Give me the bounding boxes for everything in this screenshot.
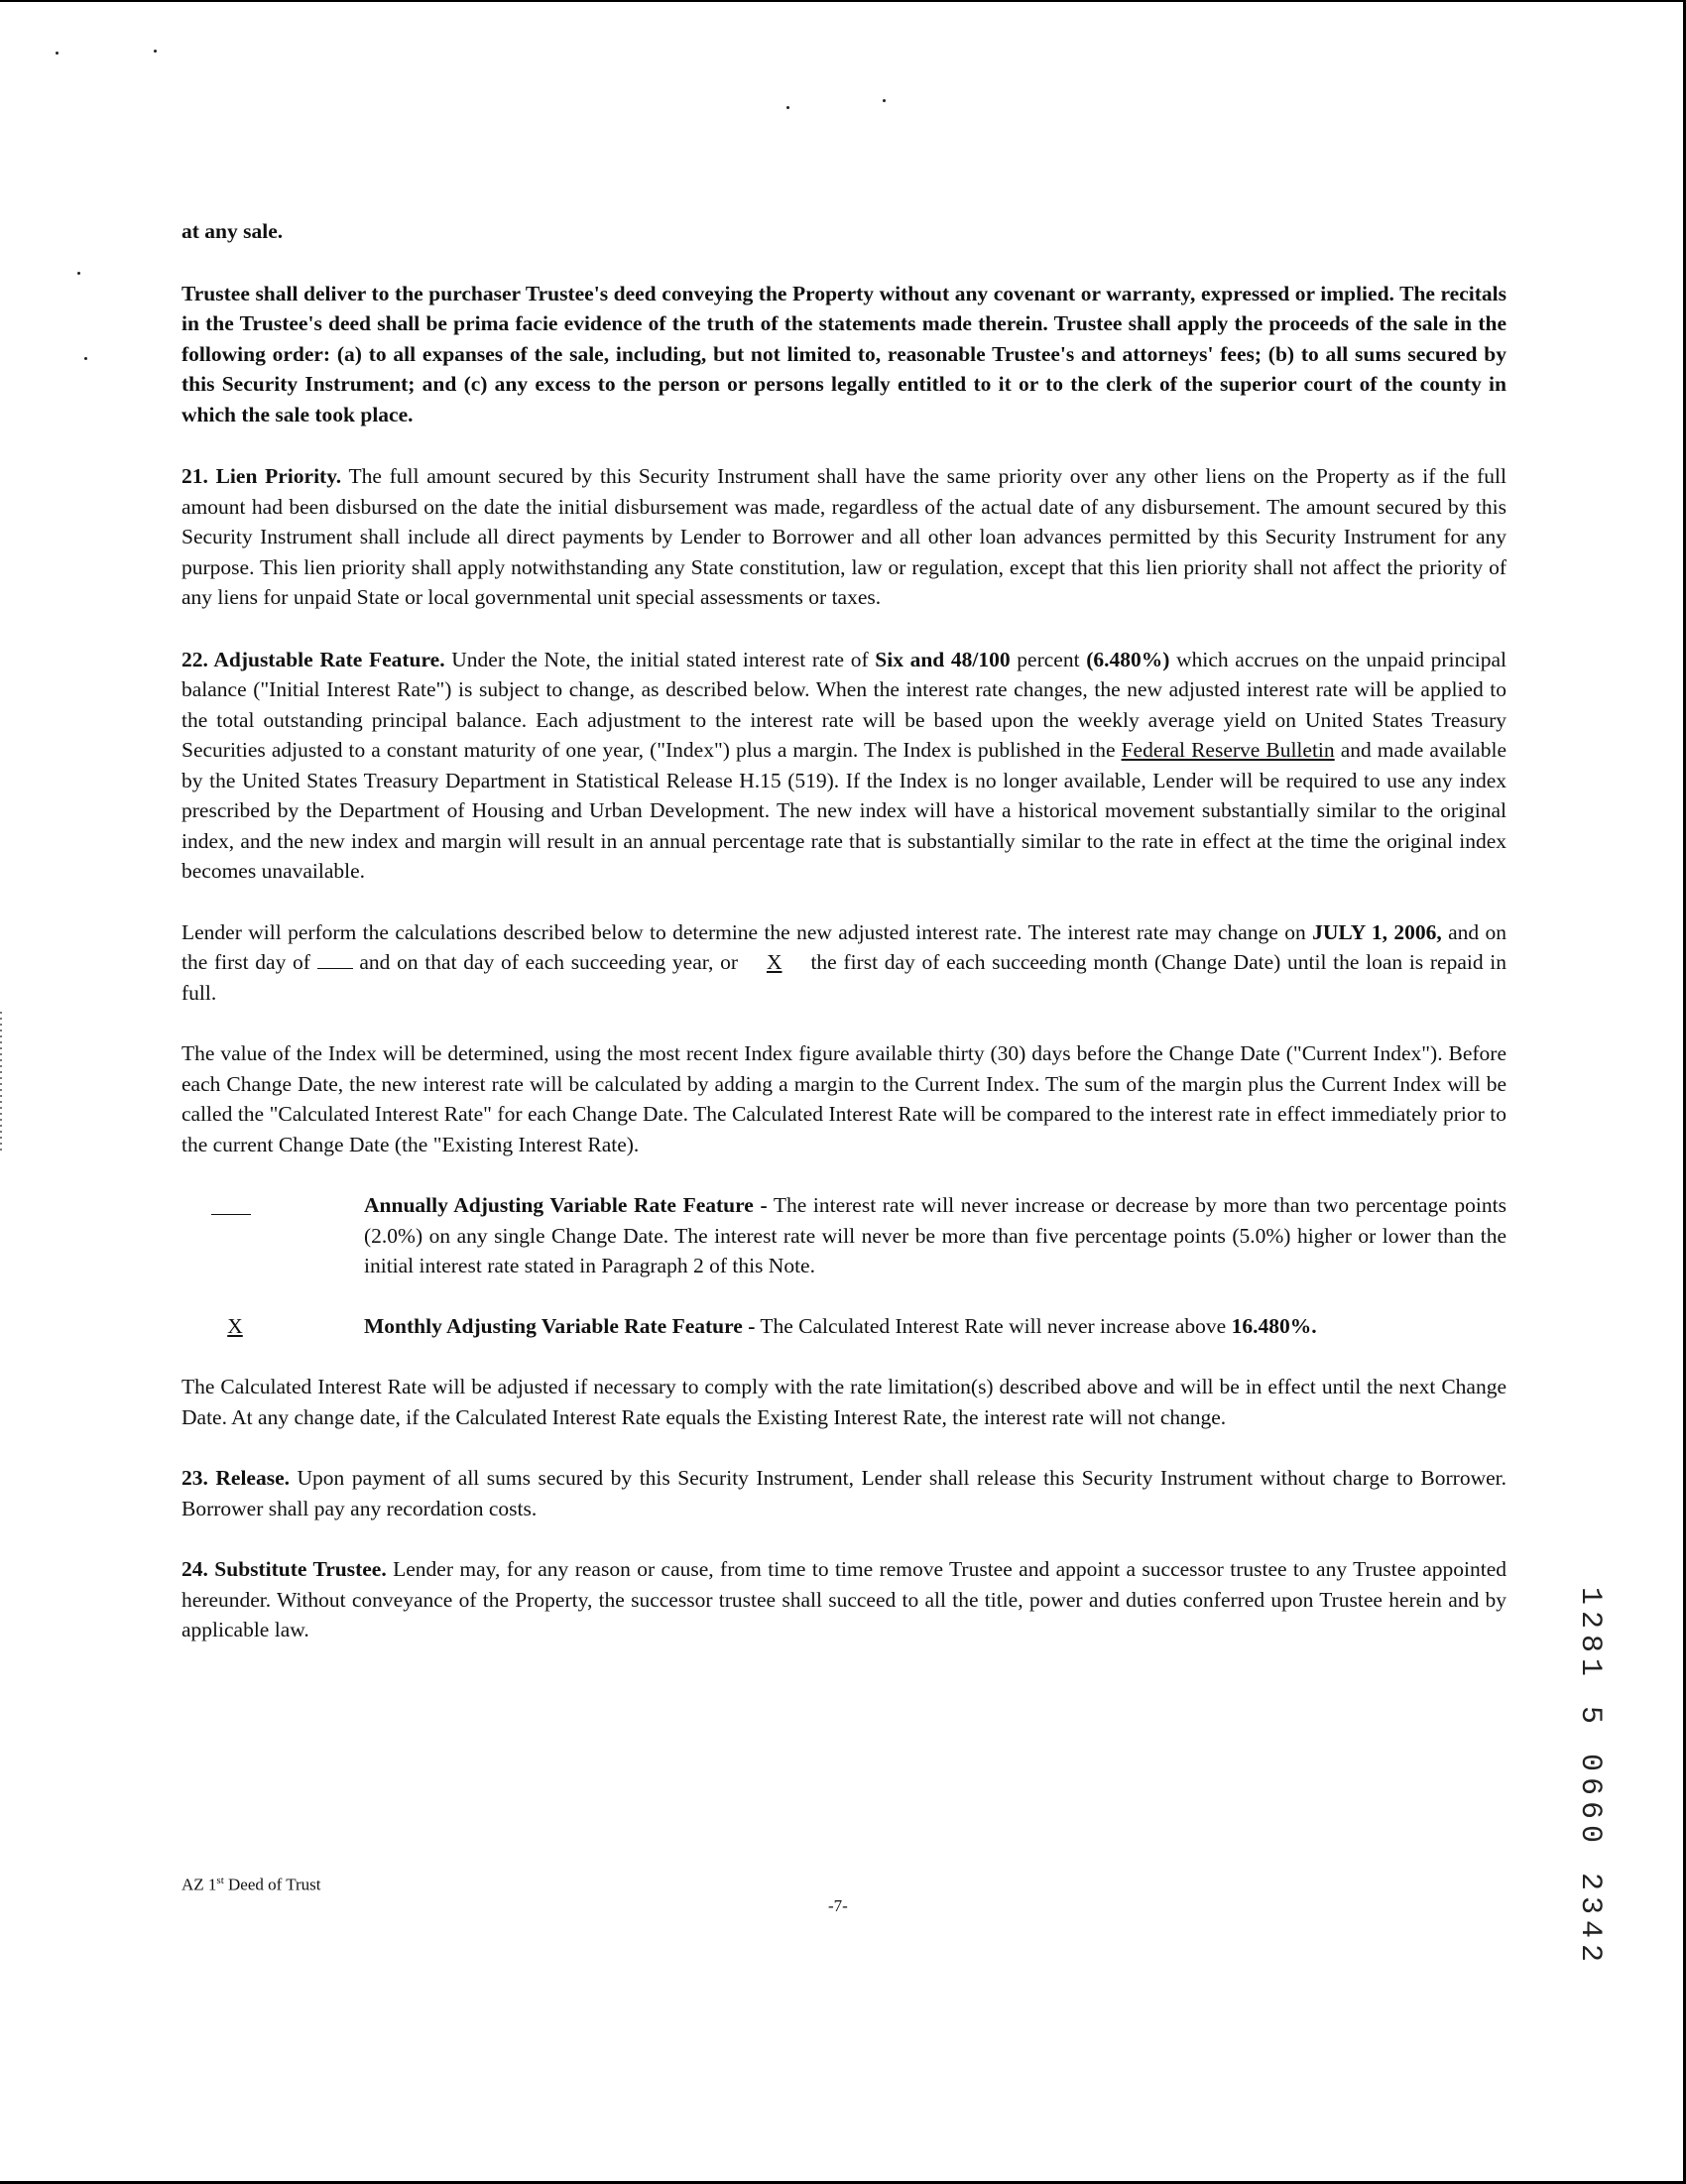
index-determination-paragraph: The value of the Index will be determined, using the most recent Index figure available thirty (30) days before the Change Date ("Current Index"). Before each Change Date, the new interest rate will be calculated by adding a margin to the Current Index. The sum of the margin plus the Current Index will be called the "Calculated Interest Rate" for each Change Date. The Calculated Interest Rate will be compared to the interest rate in effect immediately prior to the current Change Date (the "Existing Interest Rate). xyxy=(181,1041,1506,1156)
section-22-text-a: Under the Note, the initial stated interest rate of xyxy=(451,647,869,671)
annual-option-text: The interest rate will never increase or decrease by more than two percentage points (2.0%) on any single Change Date. The interest rate will never be more than five percentage points (5.0%) higher or lower than the initial interest rate stated in Paragraph 2 of this Note. xyxy=(364,1193,1506,1277)
opening-text: at any sale. xyxy=(181,219,284,243)
form-id-suffix: Deed of Trust xyxy=(223,1875,321,1894)
annual-option-label: Annually Adjusting Variable Rate Feature - xyxy=(364,1193,768,1217)
section-23-text: Upon payment of all sums secured by this Security Instrument, Lender shall release this Security Instrument without charge to Borrower. Borrower shall pay any recordation costs. xyxy=(181,1466,1506,1520)
monthly-option-label: Monthly Adjusting Variable Rate Feature - xyxy=(364,1313,756,1338)
initial-rate-words: Six and 48/100 xyxy=(875,647,1011,671)
monthly-adjusting-option xyxy=(181,1311,1506,1342)
section-23-heading: 23. Release. xyxy=(181,1466,291,1490)
scan-border-top xyxy=(0,0,1686,4)
document-page xyxy=(181,216,1506,1645)
annual-change-blank xyxy=(317,949,353,969)
section-21-text: The full amount secured by this Security Instrument shall have the same priority over any other liens on the Property as if the full amount had been disbursed on the date the initial disbursement was made, regardless of the actual date of any disbursement. The amount secured by this Security Instrument shall include all direct payments by Lender to Borrower and all other loan advances permitted by this Security Instrument for any purpose. This lien priority shall apply notwithstanding any State constitution, law or regulation, except that this lien priority shall not affect the priority of any liens for unpaid State or local governmental unit special assessments or taxes. xyxy=(181,464,1506,609)
section-23-release xyxy=(181,1463,1506,1523)
publication-title: Federal Reserve Bulletin xyxy=(1121,738,1335,762)
recording-stamp xyxy=(1573,1587,1646,1969)
opening-line xyxy=(181,216,1506,247)
page-number: -7- xyxy=(828,1896,848,1915)
monthly-rate-cap: 16.480%. xyxy=(1231,1313,1317,1338)
scan-speck xyxy=(77,272,80,275)
section-24-text: Lender may, for any reason or cause, from time to time remove Trustee and appoint a successor trustee to any Trustee appointed hereunder. Without conveyance of the Property, the successor trustee shall succeed to all the title, power and duties conferred upon Trustee herein and by applicable law. xyxy=(181,1557,1506,1641)
trustee-deed-paragraph: Trustee shall deliver to the purchaser Trustee's deed conveying the Property without any covenant or warranty, expressed or implied. The recitals in the Trustee's deed shall be prima facie evidence of the truth of the statements made therein. Trustee shall apply the proceeds of the sale in the following order: (a) to all expanses of the sale, including, but not limited to, reasonable Trustee's and attorneys' fees; (b) to all sums secured by this Security Instrument; and (c) any excess to the person or persons legally entitled to it or to the clerk of the superior court of the county in which the sale took place. xyxy=(181,281,1506,426)
section-22-text-c: which accrues on the unpaid principal balance ("Initial Interest Rate") is subject to change, as described below. When the interest rate changes, the new adjusted interest rate will be applied to the total outstanding principal balance. Each adjustment to the interest rate will be based upon the weekly average yield on United States Treasury Securities adjusted to a constant maturity of one year, ("Index") plus a margin. The Index is published in the xyxy=(181,647,1507,762)
scan-speck xyxy=(84,357,87,360)
section-22-text-d: and made available by the United States Treasury Department in Statistical Release H.15 (519). If the Index is no longer available, Lender will be required to use any index prescribed by the Department of Housing and Urban Development. The new index will have a historical movement substantially similar to the original index, and the new index and margin will result in an annual percentage rate that is substantially similar to the rate in effect at the time the original index becomes unavailable. xyxy=(181,738,1506,883)
scan-speck xyxy=(883,99,886,102)
change-text-c: and on that day of each succeeding year, or xyxy=(359,950,739,974)
form-identifier xyxy=(181,1875,321,1895)
change-text-a: Lender will perform the calculations described below to determine the new adjusted interest rate. The interest rate may change on xyxy=(181,919,1306,944)
scan-edge-marks xyxy=(0,1012,2,1151)
section-24-heading: 24. Substitute Trustee. xyxy=(181,1557,387,1581)
section-22-text-b: percent xyxy=(1017,647,1080,671)
scan-speck xyxy=(786,106,789,109)
change-text-d: the first day of each succeeding month (Change Date) until the loan is repaid in full. xyxy=(181,950,1507,1005)
form-id-prefix: AZ 1 xyxy=(181,1875,217,1894)
first-change-date: JULY 1, 2006, xyxy=(1312,919,1442,944)
scan-speck xyxy=(154,50,157,53)
monthly-option-text: The Calculated Interest Rate will never increase above xyxy=(760,1313,1227,1338)
section-22-adjustable-rate xyxy=(181,645,1506,887)
change-text-b: and on the first day of xyxy=(181,919,1507,974)
annual-adjusting-option xyxy=(181,1190,1506,1281)
monthly-option-mark: X xyxy=(227,1313,243,1338)
change-date-paragraph xyxy=(181,917,1506,1009)
rate-adjustment-paragraph: The Calculated Interest Rate will be adjusted if necessary to comply with the rate limitation(s) described above and will be in effect until the next Change Date. At any change date, if the Calculated Interest Rate equals the Existing Interest Rate, the interest rate will not change. xyxy=(181,1375,1506,1429)
monthly-change-mark: X xyxy=(766,950,783,974)
section-21-heading: 21. Lien Priority. xyxy=(181,464,342,488)
recording-number: 1281 5 0660 2342 xyxy=(1573,1587,1607,1969)
section-22-heading: 22. Adjustable Rate Feature. xyxy=(181,647,445,671)
section-24-substitute-trustee xyxy=(181,1554,1506,1645)
section-21-lien-priority xyxy=(181,461,1506,613)
form-id-superscript: st xyxy=(216,1875,224,1886)
initial-rate-percent: (6.480%) xyxy=(1086,647,1170,671)
annual-option-blank xyxy=(211,1196,251,1215)
scan-speck xyxy=(56,52,59,55)
